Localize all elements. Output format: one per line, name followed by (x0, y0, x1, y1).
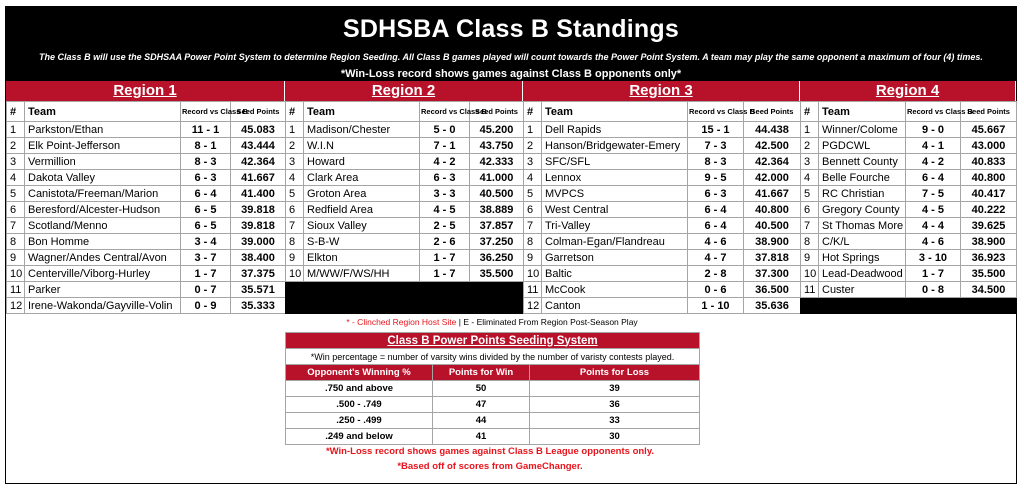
row-seed-points: 35.636 (744, 298, 801, 314)
row-rank: 9 (524, 250, 542, 266)
row-rank: 4 (286, 170, 304, 186)
table-row (7, 282, 286, 298)
row-seed-points: 37.857 (470, 218, 524, 234)
header-num: # (801, 102, 819, 122)
row-seed-points: 42.364 (231, 154, 286, 170)
row-seed-points: 35.333 (231, 298, 286, 314)
table-row (7, 122, 286, 138)
row-record: 7 - 5 (906, 186, 961, 202)
power-points-section (285, 332, 699, 445)
row-seed-points: 40.222 (961, 202, 1017, 218)
table-row (286, 122, 524, 138)
row-team: Redfield Area (304, 202, 420, 218)
row-team: St Thomas More (819, 218, 906, 234)
row-team: C/K/L (819, 234, 906, 250)
power-points-row (286, 381, 700, 397)
row-team: Madison/Chester (304, 122, 420, 138)
row-rank: 2 (7, 138, 25, 154)
row-team: Canton (542, 298, 688, 314)
table-row (286, 170, 524, 186)
row-rank: 9 (286, 250, 304, 266)
table-header-row (801, 102, 1017, 122)
row-seed-points: 35.571 (231, 282, 286, 298)
row-rank: 12 (524, 298, 542, 314)
row-record: 15 - 1 (688, 122, 744, 138)
row-seed-points: 38.400 (231, 250, 286, 266)
row-rank: 11 (7, 282, 25, 298)
row-seed-points: 42.000 (744, 170, 801, 186)
row-seed-points: 39.818 (231, 202, 286, 218)
row-rank: 3 (801, 154, 819, 170)
row-rank: 7 (801, 218, 819, 234)
table-row (286, 266, 524, 282)
row-seed-points: 45.200 (470, 122, 524, 138)
row-record: 3 - 3 (420, 186, 470, 202)
table-row (524, 186, 801, 202)
row-record: 2 - 5 (420, 218, 470, 234)
table-row (7, 218, 286, 234)
row-seed-points: 35.500 (961, 266, 1017, 282)
row-seed-points: 39.818 (231, 218, 286, 234)
pp-opponent-pct: .250 - .499 (286, 413, 433, 429)
table-row (286, 218, 524, 234)
row-team: PGDCWL (819, 138, 906, 154)
table-row (801, 218, 1017, 234)
row-record: 0 - 8 (906, 282, 961, 298)
row-record: 6 - 5 (181, 218, 231, 234)
header-seed-points: Seed Points (470, 102, 524, 122)
row-record: 4 - 7 (688, 250, 744, 266)
row-seed-points: 40.417 (961, 186, 1017, 202)
row-team: Hot Springs (819, 250, 906, 266)
row-seed-points: 43.000 (961, 138, 1017, 154)
pp-win-points: 41 (433, 429, 530, 445)
row-record: 8 - 1 (181, 138, 231, 154)
row-team: Centerville/Viborg-Hurley (25, 266, 181, 282)
row-seed-points: 43.444 (231, 138, 286, 154)
row-record: 1 - 7 (420, 266, 470, 282)
table-row (524, 234, 801, 250)
table-row (801, 170, 1017, 186)
row-team: Irene-Wakonda/Gayville-Volin (25, 298, 181, 314)
row-team: Elkton (304, 250, 420, 266)
row-team: West Central (542, 202, 688, 218)
legend-separator: | (456, 317, 464, 327)
row-rank: 5 (801, 186, 819, 202)
row-seed-points: 36.500 (744, 282, 801, 298)
header-record: Record vs Class B (420, 102, 470, 122)
table-row (286, 202, 524, 218)
header-record: Record vs Class B (906, 102, 961, 122)
row-team: Hanson/Bridgewater-Emery (542, 138, 688, 154)
row-seed-points: 45.667 (961, 122, 1017, 138)
table-row (524, 122, 801, 138)
row-record: 6 - 3 (181, 170, 231, 186)
row-record: 1 - 10 (688, 298, 744, 314)
row-record: 3 - 4 (181, 234, 231, 250)
pp-opponent-pct: .750 and above (286, 381, 433, 397)
row-record: 7 - 3 (688, 138, 744, 154)
page-subtitle: The Class B will use the SDHSAA Power Point System to determine Region Seeding. All Class B games played will count towards the Power Point System. A team may play the same opponent a maximum of four (4) times. (39, 52, 983, 62)
row-seed-points: 38.900 (744, 234, 801, 250)
row-rank: 10 (286, 266, 304, 282)
row-team: Bon Homme (25, 234, 181, 250)
row-team: Scotland/Menno (25, 218, 181, 234)
table-header-row (7, 102, 286, 122)
row-rank: 6 (7, 202, 25, 218)
row-rank: 6 (801, 202, 819, 218)
row-seed-points: 39.625 (961, 218, 1017, 234)
row-record: 2 - 6 (420, 234, 470, 250)
power-points-row (286, 413, 700, 429)
table-row (801, 250, 1017, 266)
row-rank: 1 (524, 122, 542, 138)
row-rank: 1 (801, 122, 819, 138)
row-rank: 7 (524, 218, 542, 234)
row-rank: 8 (801, 234, 819, 250)
table-row (801, 154, 1017, 170)
row-rank: 4 (7, 170, 25, 186)
header-num: # (7, 102, 25, 122)
row-seed-points: 40.500 (744, 218, 801, 234)
table-row (7, 234, 286, 250)
row-team: W.I.N (304, 138, 420, 154)
row-record: 4 - 1 (906, 138, 961, 154)
row-team: Parker (25, 282, 181, 298)
table-row (7, 170, 286, 186)
row-rank: 6 (286, 202, 304, 218)
row-team: Lead-Deadwood (819, 266, 906, 282)
row-seed-points: 41.667 (744, 186, 801, 202)
row-seed-points: 37.250 (470, 234, 524, 250)
pp-opponent-pct: .500 - .749 (286, 397, 433, 413)
row-team: Lennox (542, 170, 688, 186)
header-team: Team (542, 102, 688, 122)
pp-header-opponent: Opponent's Winning % (286, 365, 433, 381)
row-record: 4 - 4 (906, 218, 961, 234)
row-rank: 3 (286, 154, 304, 170)
row-record: 5 - 0 (420, 122, 470, 138)
row-record: 6 - 4 (906, 170, 961, 186)
row-seed-points: 41.000 (470, 170, 524, 186)
pp-loss-points: 36 (530, 397, 700, 413)
row-rank: 1 (7, 122, 25, 138)
row-rank: 11 (524, 282, 542, 298)
row-rank: 5 (286, 186, 304, 202)
row-seed-points: 40.800 (961, 170, 1017, 186)
row-team: Clark Area (304, 170, 420, 186)
region-4 (800, 81, 1016, 314)
table-row (7, 186, 286, 202)
table-row (524, 298, 801, 314)
row-record: 6 - 5 (181, 202, 231, 218)
row-record: 3 - 10 (906, 250, 961, 266)
row-record: 4 - 5 (420, 202, 470, 218)
table-row (801, 202, 1017, 218)
row-seed-points: 38.900 (961, 234, 1017, 250)
row-rank: 4 (801, 170, 819, 186)
row-record: 8 - 3 (181, 154, 231, 170)
row-team: Belle Fourche (819, 170, 906, 186)
power-points-title (286, 333, 700, 349)
header-note: *Win-Loss record shows games against Class B opponents only* (340, 68, 682, 80)
header-team: Team (819, 102, 906, 122)
row-seed-points: 34.500 (961, 282, 1017, 298)
row-seed-points: 40.833 (961, 154, 1017, 170)
row-team: SFC/SFL (542, 154, 688, 170)
row-record: 6 - 4 (181, 186, 231, 202)
header-team: Team (25, 102, 181, 122)
row-rank: 2 (286, 138, 304, 154)
standings-table (6, 101, 286, 314)
row-record: 6 - 3 (420, 170, 470, 186)
row-team: Dakota Valley (25, 170, 181, 186)
header-seed-points: Seed Points (961, 102, 1017, 122)
row-seed-points: 37.818 (744, 250, 801, 266)
power-points-table (285, 332, 700, 445)
header-seed-points: Seed Points (231, 102, 286, 122)
row-rank: 8 (286, 234, 304, 250)
row-team: McCook (542, 282, 688, 298)
header-seed-points: Seed Points (744, 102, 801, 122)
row-team: RC Christian (819, 186, 906, 202)
table-row (7, 154, 286, 170)
row-seed-points: 41.400 (231, 186, 286, 202)
row-rank: 7 (286, 218, 304, 234)
row-record: 1 - 7 (181, 266, 231, 282)
row-seed-points: 36.250 (470, 250, 524, 266)
pp-loss-points: 39 (530, 381, 700, 397)
row-rank: 6 (524, 202, 542, 218)
row-record: 0 - 9 (181, 298, 231, 314)
row-seed-points: 41.667 (231, 170, 286, 186)
row-record: 7 - 1 (420, 138, 470, 154)
region-title-text: Region 3 (629, 82, 693, 99)
row-team: MVPCS (542, 186, 688, 202)
row-record: 0 - 7 (181, 282, 231, 298)
row-record: 4 - 2 (906, 154, 961, 170)
row-team: Custer (819, 282, 906, 298)
row-record: 0 - 6 (688, 282, 744, 298)
row-rank: 2 (801, 138, 819, 154)
table-row (524, 218, 801, 234)
table-row (524, 282, 801, 298)
row-seed-points: 35.500 (470, 266, 524, 282)
row-seed-points: 37.375 (231, 266, 286, 282)
region-title (800, 81, 1016, 101)
row-rank: 2 (524, 138, 542, 154)
row-record: 3 - 7 (181, 250, 231, 266)
row-seed-points: 42.333 (470, 154, 524, 170)
table-row (7, 298, 286, 314)
standings-table (800, 101, 1017, 298)
header-num: # (524, 102, 542, 122)
region-1 (6, 81, 285, 314)
page-title: SDHSBA Class B Standings (343, 15, 679, 43)
region-title-text: Region 2 (371, 82, 436, 99)
row-record: 8 - 3 (688, 154, 744, 170)
table-row (801, 186, 1017, 202)
pp-loss-points: 33 (530, 413, 700, 429)
row-rank: 10 (7, 266, 25, 282)
pp-header-win: Points for Win (433, 365, 530, 381)
row-rank: 3 (524, 154, 542, 170)
power-points-description: *Win percentage = number of varsity wins divided by the number of varisty contests played. (286, 349, 700, 365)
table-row (7, 266, 286, 282)
row-team: Winner/Colome (819, 122, 906, 138)
row-seed-points: 37.300 (744, 266, 801, 282)
row-record: 6 - 3 (688, 186, 744, 202)
row-seed-points: 42.364 (744, 154, 801, 170)
row-record: 6 - 4 (688, 202, 744, 218)
table-row (801, 282, 1017, 298)
table-header-row (524, 102, 801, 122)
row-team: Gregory County (819, 202, 906, 218)
table-row (7, 138, 286, 154)
pp-header-loss: Points for Loss (530, 365, 700, 381)
row-team: Parkston/Ethan (25, 122, 181, 138)
row-team: Canistota/Freeman/Marion (25, 186, 181, 202)
legend-clinched: * - Clinched Region Host Site (346, 317, 457, 327)
table-row (524, 170, 801, 186)
table-row (286, 186, 524, 202)
page-header (6, 7, 1016, 81)
region-title-text: Region 1 (113, 82, 177, 99)
row-seed-points: 39.000 (231, 234, 286, 250)
row-record: 4 - 6 (688, 234, 744, 250)
table-row (286, 154, 524, 170)
row-record: 2 - 8 (688, 266, 744, 282)
row-rank: 7 (7, 218, 25, 234)
pp-win-points: 50 (433, 381, 530, 397)
table-row (801, 266, 1017, 282)
row-record: 1 - 7 (420, 250, 470, 266)
table-row (286, 250, 524, 266)
row-rank: 1 (286, 122, 304, 138)
row-team: Garretson (542, 250, 688, 266)
row-team: Elk Point-Jefferson (25, 138, 181, 154)
standings-table (523, 101, 801, 314)
row-team: Colman-Egan/Flandreau (542, 234, 688, 250)
row-team: Beresford/Alcester-Hudson (25, 202, 181, 218)
table-row (524, 202, 801, 218)
row-rank: 5 (524, 186, 542, 202)
row-record: 4 - 5 (906, 202, 961, 218)
header-team: Team (304, 102, 420, 122)
row-seed-points: 45.083 (231, 122, 286, 138)
row-record: 9 - 0 (906, 122, 961, 138)
legend (285, 316, 699, 328)
row-rank: 11 (801, 282, 819, 298)
row-rank: 5 (7, 186, 25, 202)
row-seed-points: 40.800 (744, 202, 801, 218)
legend-eliminated: E - Eliminated From Region Post-Season Play (463, 317, 638, 327)
table-row (801, 234, 1017, 250)
row-rank: 12 (7, 298, 25, 314)
region-2 (285, 81, 523, 314)
table-header-row (286, 102, 524, 122)
row-record: 9 - 5 (688, 170, 744, 186)
row-rank: 10 (801, 266, 819, 282)
row-team: Vermillion (25, 154, 181, 170)
region-title (6, 81, 285, 101)
table-row (286, 234, 524, 250)
row-rank: 8 (7, 234, 25, 250)
table-row (7, 250, 286, 266)
pp-win-points: 44 (433, 413, 530, 429)
header-num: # (286, 102, 304, 122)
table-row (524, 154, 801, 170)
pp-win-points: 47 (433, 397, 530, 413)
row-rank: 9 (7, 250, 25, 266)
row-seed-points: 38.889 (470, 202, 524, 218)
row-seed-points: 36.923 (961, 250, 1017, 266)
row-record: 6 - 4 (688, 218, 744, 234)
empty-fill (800, 298, 1016, 314)
row-team: M/WW/F/WS/HH (304, 266, 420, 282)
header-record: Record vs Class B (181, 102, 231, 122)
header-record: Record vs Class B (688, 102, 744, 122)
pp-opponent-pct: .249 and below (286, 429, 433, 445)
table-row (801, 138, 1017, 154)
table-row (7, 202, 286, 218)
region-title (285, 81, 523, 101)
table-row (524, 266, 801, 282)
row-rank: 10 (524, 266, 542, 282)
table-row (524, 250, 801, 266)
row-team: Sioux Valley (304, 218, 420, 234)
row-rank: 3 (7, 154, 25, 170)
row-record: 1 - 7 (906, 266, 961, 282)
row-record: 4 - 6 (906, 234, 961, 250)
row-team: S-B-W (304, 234, 420, 250)
row-rank: 8 (524, 234, 542, 250)
table-row (524, 138, 801, 154)
row-team: Dell Rapids (542, 122, 688, 138)
power-points-title-text: Class B Power Points Seeding System (387, 334, 598, 347)
pp-loss-points: 30 (530, 429, 700, 445)
empty-fill (285, 282, 523, 314)
footnote-record: *Win-Loss record shows games against Class B League opponents only. (325, 446, 655, 457)
table-row (286, 138, 524, 154)
region-title-text: Region 4 (875, 82, 940, 99)
row-seed-points: 43.750 (470, 138, 524, 154)
row-record: 11 - 1 (181, 122, 231, 138)
row-team: Howard (304, 154, 420, 170)
standings-table (285, 101, 524, 282)
footnote-source: *Based off of scores from GameChanger. (397, 461, 583, 472)
row-team: Tri-Valley (542, 218, 688, 234)
power-points-row (286, 429, 700, 445)
row-team: Baltic (542, 266, 688, 282)
region-3 (523, 81, 800, 314)
row-rank: 4 (524, 170, 542, 186)
power-points-header-row (286, 365, 700, 381)
row-team: Wagner/Andes Central/Avon (25, 250, 181, 266)
row-seed-points: 40.500 (470, 186, 524, 202)
row-team: Groton Area (304, 186, 420, 202)
row-team: Bennett County (819, 154, 906, 170)
row-rank: 9 (801, 250, 819, 266)
region-title (523, 81, 800, 101)
table-row (801, 122, 1017, 138)
row-record: 4 - 2 (420, 154, 470, 170)
power-points-row (286, 397, 700, 413)
row-seed-points: 44.438 (744, 122, 801, 138)
row-seed-points: 42.500 (744, 138, 801, 154)
regions-container (6, 81, 1016, 314)
